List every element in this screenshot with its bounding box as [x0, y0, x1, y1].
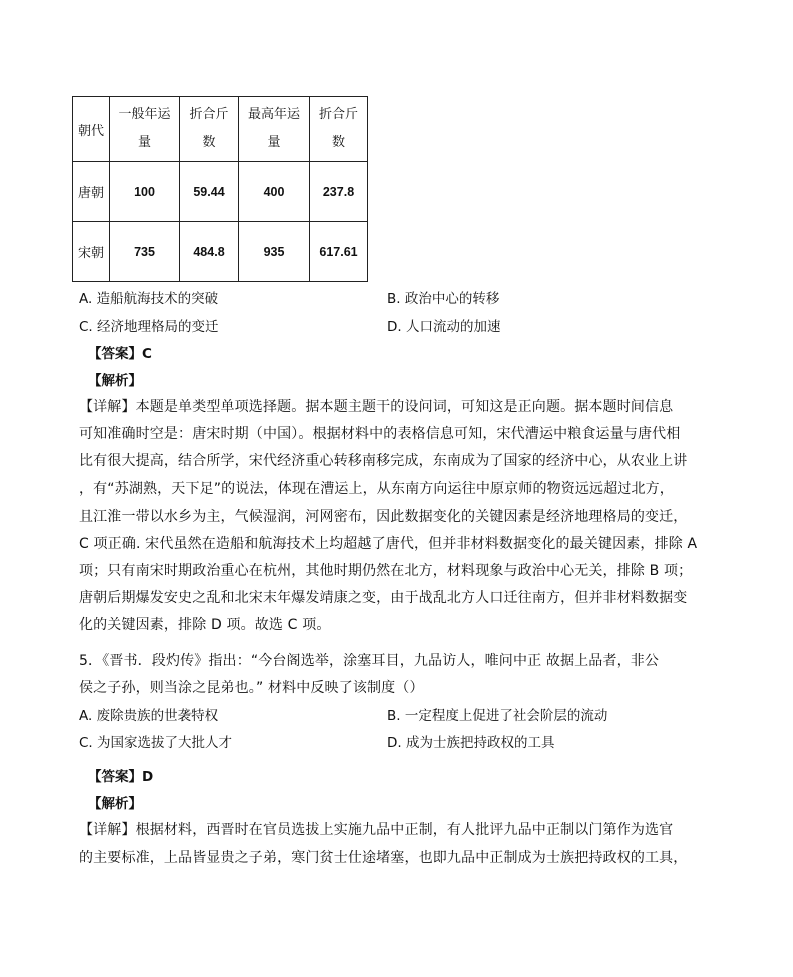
table-row — [73, 222, 368, 282]
table-cell: 100 — [110, 162, 180, 222]
q4-detail-line: 可知准确时空是：唐宋时期（中国）。根据材料中的表格信息可知，宋代漕运中粮食运量与唐代相 — [79, 426, 681, 442]
q4-option-c: C. 经济地理格局的变迁 — [79, 319, 219, 335]
table-cell: 484.8 — [180, 222, 239, 282]
q4-detail-line: C 项正确. 宋代虽然在造船和航海技术上均超越了唐代，但并非材料数据变化的最关键因素，排除 A — [79, 536, 698, 552]
q4-option-a: A. 造船航海技术的突破 — [79, 291, 219, 307]
header-cell-converted-1: 折合斤 数 — [180, 97, 239, 162]
q5-detail-line: 【详解】根据材料，西晋时在官员选拔上实施九品中正制，有人批评九品中正制以门第作为选官 — [79, 822, 674, 838]
q4-answer: 【答案】C — [88, 346, 152, 362]
table-cell: 唐朝 — [73, 162, 110, 222]
q4-detail-line: ，有“苏湖熟，天下足”的说法，体现在漕运上，从东南方向运往中原京师的物资远远超过北方， — [79, 481, 674, 497]
q4-detail-line: 唐朝后期爆发安史之乱和北宋末年爆发靖康之变，由于战乱北方人口迁往南方，但并非材料数据变 — [79, 590, 688, 606]
q4-option-d: D. 人口流动的加速 — [387, 319, 501, 335]
q5-stem-line: 5．《晋书．段灼传》指出：“今台阁选举，涂塞耳目，九品访人，唯问中正 故据上品者，非公 — [79, 653, 660, 669]
table-header-row — [73, 97, 368, 162]
q4-detail-line: 比有很大提高，结合所学，宋代经济重心转移南移完成，东南成为了国家的经济中心，从农业上讲 — [79, 453, 688, 469]
q4-analysis-label: 【解析】 — [88, 373, 142, 389]
header-cell-max-volume: 最高年运 量 — [239, 97, 310, 162]
grain-transport-table — [72, 96, 368, 282]
q5-stem-line: 侯之子孙，则当涂之昆弟也。” 材料中反映了该制度（） — [79, 680, 424, 696]
q5-detail-line: 的主要标准，上品皆显贵之子弟，寒门贫士仕途堵塞，也即九品中正制成为士族把持政权的工具， — [79, 850, 688, 866]
table-cell: 237.8 — [310, 162, 368, 222]
q4-detail-line: 【详解】本题是单类型单项选择题。据本题主题干的设问词，可知这是正向题。据本题时间信息 — [79, 399, 674, 415]
table-cell: 617.61 — [310, 222, 368, 282]
q4-detail-line: 且江淮一带以水乡为主，气候湿润，河网密布，因此数据变化的关键因素是经济地理格局的变迁， — [79, 509, 688, 525]
q5-option-a: A. 废除贵族的世袭特权 — [79, 708, 219, 724]
q4-detail-line: 项；只有南宋时期政治重心在杭州，其他时期仍然在北方，材料现象与政治中心无关，排除 B 项； — [79, 563, 693, 579]
table-cell: 935 — [239, 222, 310, 282]
q5-answer: 【答案】D — [88, 769, 154, 785]
q4-option-b: B. 政治中心的转移 — [387, 291, 500, 307]
q5-option-b: B. 一定程度上促进了社会阶层的流动 — [387, 708, 608, 724]
table-cell: 宋朝 — [73, 222, 110, 282]
q4-detail-line: 化的关键因素，排除 D 项。故选 C 项。 — [79, 617, 331, 633]
q5-analysis-label: 【解析】 — [88, 796, 142, 812]
q5-option-c: C. 为国家选拔了大批人才 — [79, 735, 233, 751]
header-cell-normal-volume: 一般年运 量 — [110, 97, 180, 162]
header-cell-dynasty: 朝代 — [73, 97, 110, 162]
table-row — [73, 162, 368, 222]
header-cell-converted-2: 折合斤 数 — [310, 97, 368, 162]
table-cell: 59.44 — [180, 162, 239, 222]
table-cell: 735 — [110, 222, 180, 282]
q5-option-d: D. 成为士族把持政权的工具 — [387, 735, 555, 751]
table-cell: 400 — [239, 162, 310, 222]
